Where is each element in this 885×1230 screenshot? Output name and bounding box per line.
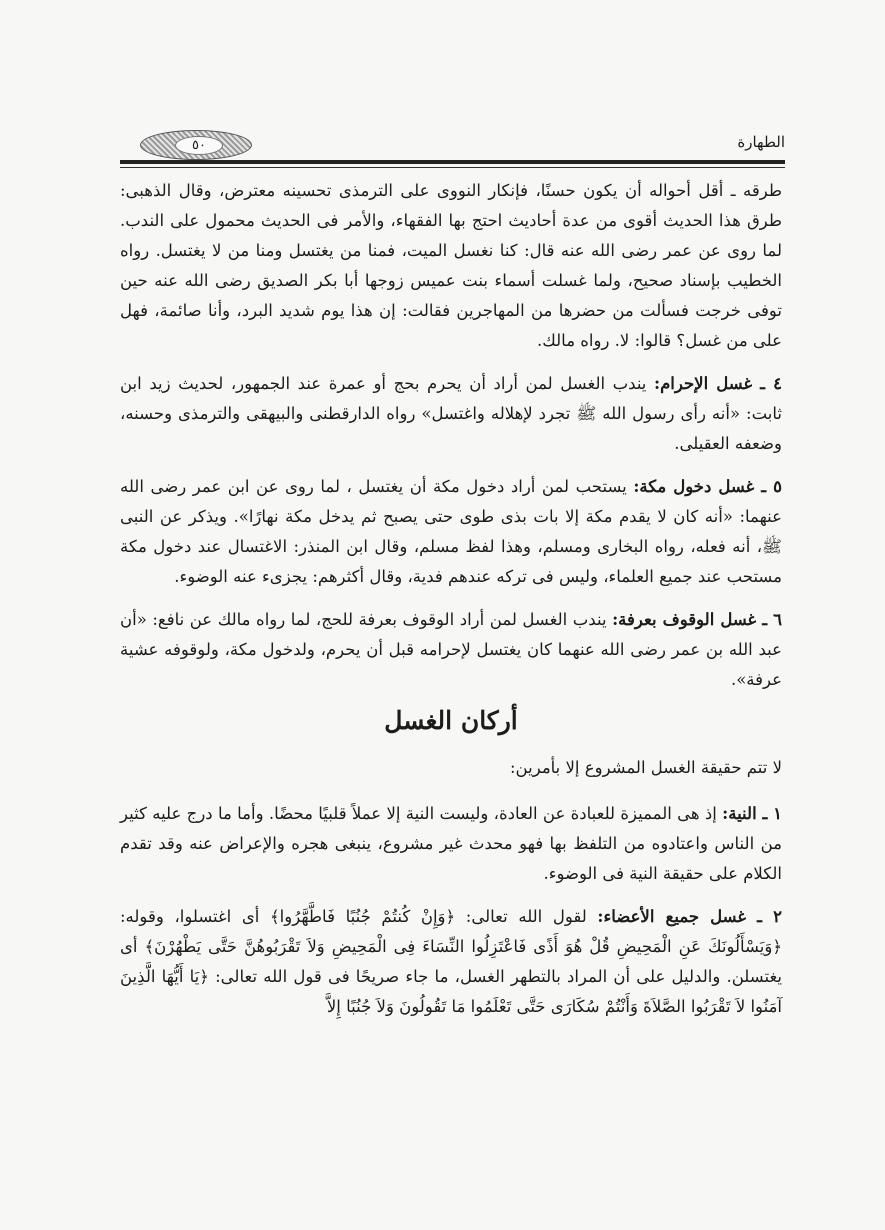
paragraph-text: يندب الغسل لمن أراد الوقوف بعرفة للحج، لما رواه مالك عن نافع: «أن عبد الله بن عمر رضى الله عنهما كان يغتسل لإحرامه قبل أن يحرم، ولدخول مكة، ولوقوفه عشية عرفة». <box>120 610 782 689</box>
section-heading: أركان الغسل <box>384 706 518 735</box>
page-header <box>120 130 785 164</box>
page-number-ornament <box>140 130 252 160</box>
paragraph-text: يستحب لمن أراد دخول مكة أن يغتسل ، لما روى عن ابن عمر رضى الله عنهما: «أنه كان لا يقدم مكة إلا بات بذى طوى حتى يصبح ثم يدخل مكة نهارًا». ويذكر عن النبى ﷺ، أنه فعله، رواه البخارى ومسلم، وهذا لفظ مسلم، وقال ابن المنذر: الاغتسال عند دخول مكة مستحب عند جميع العلماء، وليس فى تركه عندهم فدية، وقال أكثرهم: يجزىء عنه الوضوء. <box>120 477 782 586</box>
body-text <box>120 176 782 1035</box>
paragraph <box>120 902 782 1022</box>
paragraph-lead: ١ ـ النية: <box>722 804 782 823</box>
paragraph <box>120 369 782 459</box>
paragraph-lead: ٥ ـ غسل دخول مكة: <box>633 477 782 496</box>
running-title: الطهارة <box>737 133 785 151</box>
paragraph <box>120 799 782 889</box>
paragraph-lead: ٦ ـ غسل الوقوف بعرفة: <box>612 610 782 629</box>
paragraph <box>120 472 782 592</box>
paragraph-lead: ٢ ـ غسل جميع الأعضاء: <box>597 907 782 926</box>
paragraph-text: يندب الغسل لمن أراد أن يحرم بحج أو عمرة عند الجمهور، لحديث زيد ابن ثابت: «أنه رأى رسول الله ﷺ تجرد لإهلاله واغتسل» رواه الدارقطنى والبيهقى والترمذى وحسنه، وضعفه العقيلى. <box>120 374 782 453</box>
paragraph <box>120 605 782 695</box>
paragraph-lead: ٤ ـ غسل الإحرام: <box>653 374 782 393</box>
paragraph <box>120 176 782 356</box>
page-number: ٥٠ <box>175 136 223 155</box>
section-intro: لا تتم حقيقة الغسل المشروع إلا بأمرين: <box>510 758 782 777</box>
paragraph-text: إذ هى المميزة للعبادة عن العادة، وليست النية إلا عملاً قلبيًا محضًا. وأما ما درج عليه كثير من الناس واعتادوه من التلفظ بها فهو محدث غير مشروع، ينبغى هجره والإعراض عنه وقد تقدم الكلام على حقيقة النية فى الوضوء. <box>120 804 782 883</box>
paragraph-text: طرقه ـ أقل أحواله أن يكون حسنًا، فإنكار النووى على الترمذى تحسينه معترض، وقال الذهبى: طرق هذا الحديث أقوى من عدة أحاديث احتج بها الفقهاء، والأمر فى الحديث محمول على الندب. لما روى عن عمر رضى الله عنه قال: كنا نغسل الميت، فمنا من يغتسل ومنا من لا يغتسل. رواه الخطيب بإسناد صحيح، ولما غسلت أسماء بنت عميس زوجها أبا بكر الصديق رضى الله عنه حين توفى خرجت فسألت من حضرها من المهاجرين فقالت: إن هذا يوم شديد البرد، وأنا صائمة، فهل على من غسل؟ قالوا: لا. رواه مالك. <box>120 181 782 350</box>
paragraph-text: لقول الله تعالى: ﴿وَإِنْ كُنتُمْ جُنُبًا فَاطَّهَّرُوا﴾ أى اغتسلوا، وقوله: ﴿وَيَسْأَلُونَكَ عَنِ الْمَحِيضِ قُلْ هُوَ أَذًى فَاعْتَزِلُوا النِّسَاءَ فِى الْمَحِيضِ وَلاَ تَقْرَبُوهُنَّ حَتَّى يَطْهُرْنَ﴾ أى يغتسلن. والدليل على أن المراد بالتطهر الغسل، ما جاء صريحًا فى قول الله تعالى: ﴿يَا أَيُّهَا الَّذِينَ آمَنُوا لاَ تَقْرَبُوا الصَّلاَةَ وَأَنْتُمْ سُكَارَى حَتَّى تَعْلَمُوا مَا تَقُولُونَ وَلاَ جُنُبًا إِلاَّ <box>120 907 782 1016</box>
header-rule <box>120 160 785 164</box>
header-rule-thin <box>120 167 785 168</box>
